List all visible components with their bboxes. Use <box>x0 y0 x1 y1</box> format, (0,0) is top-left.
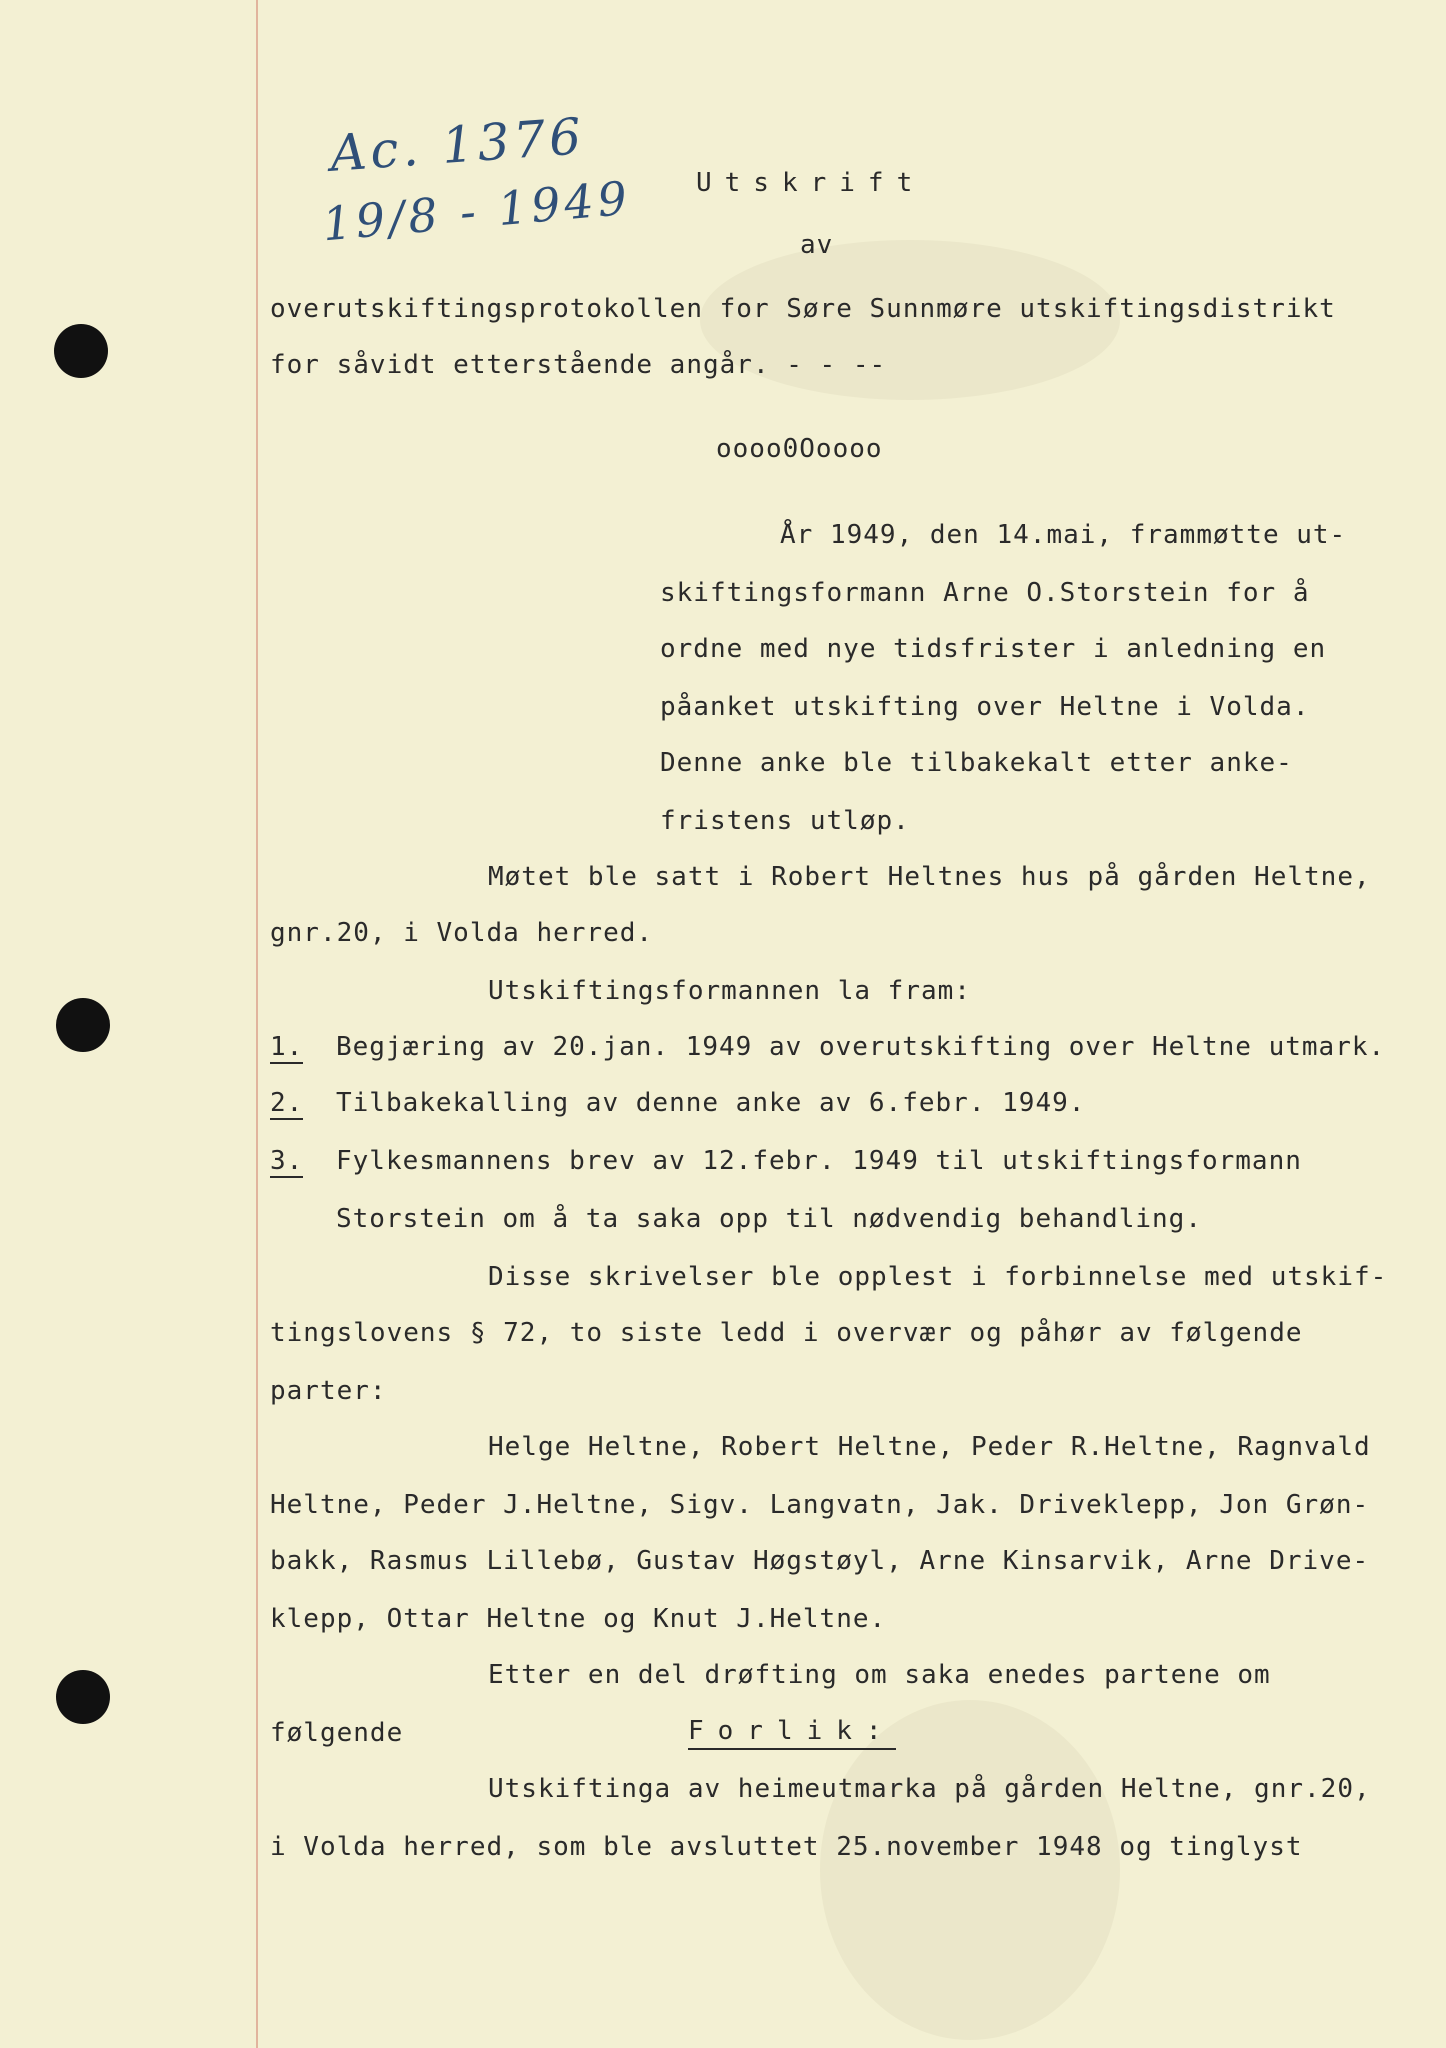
opening-line: Denne anke ble tilbakekalt etter anke- <box>660 748 1293 778</box>
parties-line: bakk, Rasmus Lillebø, Gustav Høgstøyl, Arne Kinsarvik, Arne Drive- <box>270 1546 1370 1576</box>
margin-line <box>256 0 258 2048</box>
parties-line: Heltne, Peder J.Heltne, Sigv. Langvatn, Jak. Driveklepp, Jon Grøn- <box>270 1490 1370 1520</box>
opening-line: fristens utløp. <box>660 806 910 836</box>
document-list-item: Tilbakekalling av denne anke av 6.febr. 1949. <box>336 1088 1086 1118</box>
forlik-heading: Forlik: <box>688 1718 896 1750</box>
intro-line-2: for såvidt etterstående angår. - - -- <box>270 350 887 380</box>
opening-line: År 1949, den 14.mai, frammøtte ut- <box>780 520 1347 550</box>
following-word: følgende <box>270 1718 404 1748</box>
punch-hole <box>56 1670 110 1724</box>
presented-intro: Utskiftingsformannen la fram: <box>488 976 971 1006</box>
document-list-item: Storstein om å ta saka opp til nødvendig behandling. <box>336 1204 1202 1234</box>
handwritten-reference: Ac. 1376 <box>328 107 587 183</box>
opening-line: ordne med nye tidsfrister i anledning en <box>660 634 1327 664</box>
document-list-item: Begjæring av 20.jan. 1949 av overutskifting over Heltne utmark. <box>336 1032 1386 1062</box>
document-title: Utskrift <box>696 168 926 198</box>
meeting-line: gnr.20, i Volda herred. <box>270 918 654 948</box>
list-number-text: 1. <box>270 1032 304 1062</box>
closing-line: i Volda herred, som ble avsluttet 25.november 1948 og tinglyst <box>270 1832 1303 1862</box>
document-list-number <box>270 1034 303 1064</box>
punch-hole <box>56 998 110 1052</box>
handwritten-date: 19/8 - 1949 <box>320 170 633 252</box>
paper-stain <box>820 1700 1120 2040</box>
opening-line: påanket utskifting over Heltne i Volda. <box>660 692 1310 722</box>
discussion-line: Etter en del drøfting om saka enedes partene om <box>488 1660 1271 1690</box>
document-list-number <box>270 1148 303 1178</box>
punch-hole <box>54 324 108 378</box>
intro-line-1: overutskiftingsprotokollen for Søre Sunnmøre utskiftingsdistrikt <box>270 294 1336 324</box>
list-number-text: 2. <box>270 1088 304 1118</box>
list-number-text: 3. <box>270 1146 304 1176</box>
document-list-item: Fylkesmannens brev av 12.febr. 1949 til utskiftingsformann <box>336 1146 1302 1176</box>
reading-line: tingslovens § 72, to siste ledd i overvær og påhør av følgende <box>270 1318 1303 1348</box>
closing-line: Utskiftinga av heimeutmarka på gården Heltne, gnr.20, <box>488 1774 1371 1804</box>
document-subtitle: av <box>800 230 834 260</box>
meeting-line: Møtet ble satt i Robert Heltnes hus på gården Heltne, <box>488 862 1371 892</box>
separator-line: oooo0Ooooo <box>716 434 883 464</box>
reading-line: Disse skrivelser ble opplest i forbinnelse med utskif- <box>488 1262 1388 1292</box>
parties-line: Helge Heltne, Robert Heltne, Peder R.Heltne, Ragnvald <box>488 1432 1371 1462</box>
document-list-number <box>270 1090 303 1120</box>
reading-line: parter: <box>270 1376 387 1406</box>
parties-line: klepp, Ottar Heltne og Knut J.Heltne. <box>270 1604 887 1634</box>
opening-line: skiftingsformann Arne O.Storstein for å <box>660 578 1310 608</box>
